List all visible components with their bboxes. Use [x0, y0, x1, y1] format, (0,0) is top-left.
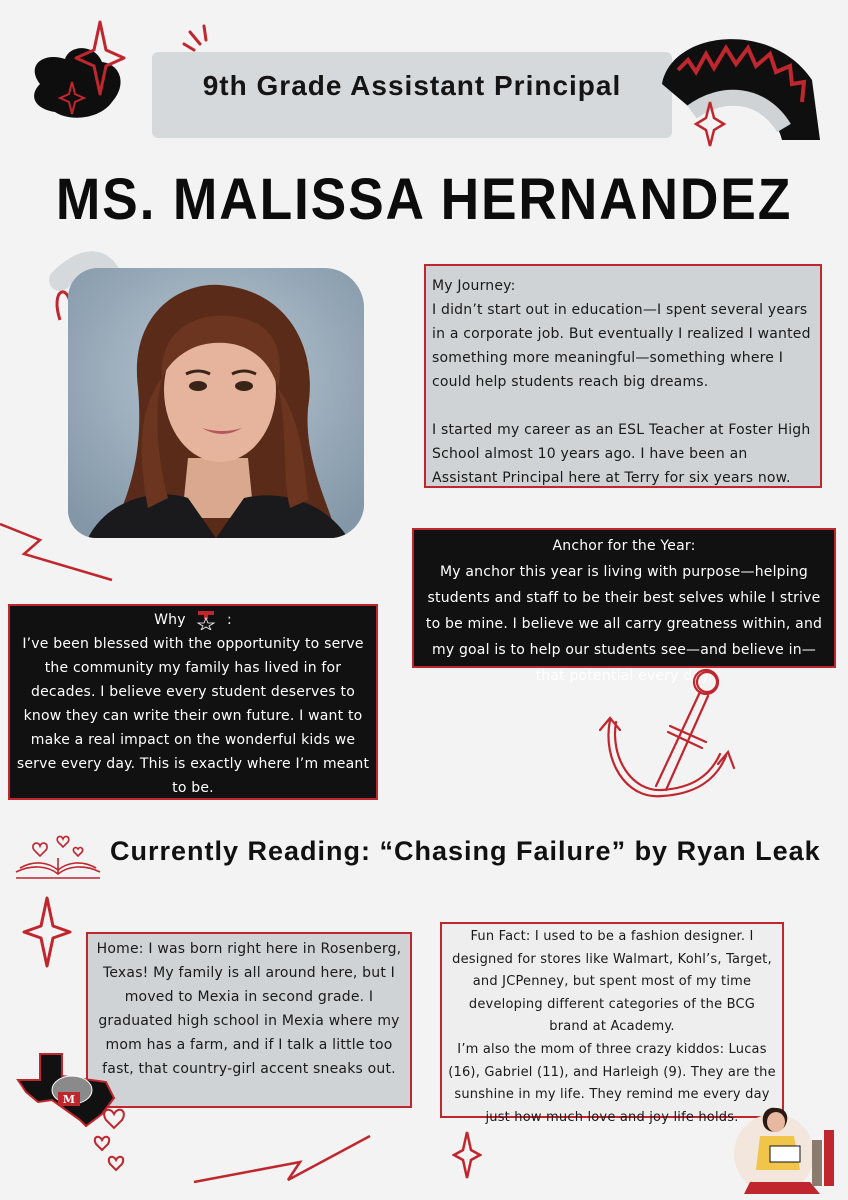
open-book-icon [12, 828, 104, 880]
spark-lines-decoration [180, 24, 220, 54]
anchor-heading: Anchor for the Year: [552, 538, 696, 554]
fun-fact-box [440, 922, 784, 1125]
anchor-box [412, 528, 836, 684]
why-heading-suffix: : [227, 612, 232, 628]
reading-woman-illustration [730, 1090, 840, 1198]
zigzag-decoration [190, 1122, 390, 1192]
why-heading [16, 608, 370, 632]
logo-letter: M [62, 1093, 76, 1106]
fun-fact-text-1: Fun Fact: I used to be a fashion designer. I designed for stores like Walmart, Kohl’s, Target, and JCPenney, but spent most of my time developing different categories of the BCG brand at Academy. [452, 929, 772, 1035]
fun-fact-text-2: I’m also the mom of three crazy kiddos: Lucas (16), Gabriel (11), and Harleigh (9). They are the sunshine in my life. They remind me every day just how much love and joy life holds. [448, 1041, 776, 1125]
journey-paragraph-1: I didn’t start out in education—I spent several years in a corporate job. But eventually I realized I wanted something more meaningful—something where I could help students reach big dreams. [432, 302, 811, 390]
journey-paragraph-2: I started my career as an ESL Teacher at Foster High School almost 10 years ago. I have been an Assistant Principal here at Terry for six years now. [432, 422, 811, 486]
anchor-text: My anchor this year is living with purpose—helping students and staff to be their best selves while I strive to be mine. I believe we all carry greatness within, and my goal is to help our students see—and believe in—that potential every day. [425, 564, 823, 684]
sparkle-icon [22, 896, 72, 968]
arch-decoration [652, 20, 832, 148]
role-title: 9th Grade Assistant Principal [202, 70, 622, 101]
zigzag-decoration [0, 510, 120, 590]
black-blob-decoration [20, 14, 140, 134]
hearts-decoration [84, 1100, 144, 1190]
journey-box [424, 264, 822, 488]
anchor-icon [596, 660, 746, 820]
home-text: Home: I was born right here in Rosenberg, Texas! My family is all around here, but I moved to Mexia in second grade. I graduated high school in Mexia where my mom has a farm, and if I talk a little too fast, that country-girl accent sneaks out. [96, 941, 402, 1077]
sparkle-icon [452, 1130, 482, 1180]
currently-reading: Currently Reading: “Chasing Failure” by Ryan Leak [110, 836, 821, 866]
why-text: I’ve been blessed with the opportunity to serve the community my family has lived in for decades. I believe every student deserves to know they can write their own future. I want to make a real impact on the wonderful kids we serve every day. This is exactly where I’m meant to be. [16, 636, 370, 796]
journey-heading: My Journey: [432, 278, 516, 294]
portrait-photo [68, 268, 364, 538]
page-title: MS. MALISSA HERNANDEZ [55, 167, 793, 232]
why-heading-prefix: Why [154, 612, 186, 628]
terry-logo-icon [196, 610, 216, 630]
why-box [8, 604, 378, 800]
home-box [86, 932, 412, 1108]
